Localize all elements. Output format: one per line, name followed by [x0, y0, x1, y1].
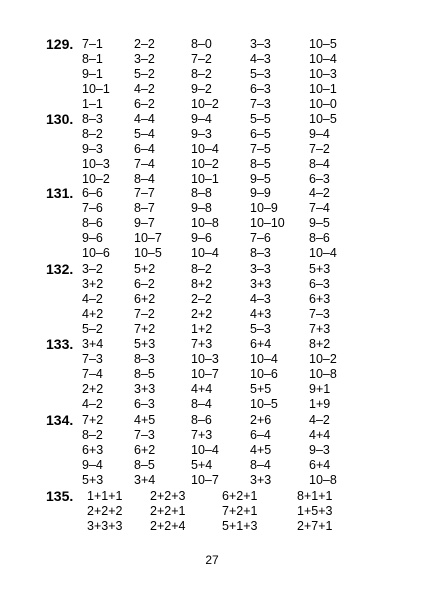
expression: 8–5	[250, 157, 271, 171]
expression: 8–6	[191, 413, 212, 427]
expression: 10–3	[309, 67, 337, 81]
expression: 8–4	[309, 157, 330, 171]
expression: 3+2	[82, 277, 104, 291]
expression: 1+2	[191, 322, 213, 336]
expression: 3+3	[134, 382, 156, 396]
expression: 3+3+3	[87, 519, 123, 533]
expression: 4+2	[82, 307, 104, 321]
expression: 8–2	[191, 262, 212, 276]
expression-column	[250, 337, 278, 412]
exercise-number: 130.	[46, 111, 74, 127]
expression: 2+2+2	[87, 504, 123, 518]
expression: 6+2	[134, 443, 156, 457]
expression: 3–3	[250, 262, 271, 276]
expression: 10–8	[309, 367, 337, 381]
expression: 6–6	[82, 186, 103, 200]
expression: 8–4	[250, 458, 271, 472]
expression: 7+2+1	[222, 504, 258, 518]
expression: 9–6	[82, 231, 103, 245]
expression: 2+2+3	[150, 489, 186, 503]
expression: 4+3	[250, 307, 272, 321]
expression: 10–2	[191, 97, 219, 111]
expression-column	[87, 489, 122, 534]
expression: 2+2+1	[150, 504, 186, 518]
expression: 8–3	[82, 112, 103, 126]
expression: 7–1	[82, 37, 103, 51]
expression: 8–0	[191, 37, 212, 51]
expression: 2+2	[82, 382, 104, 396]
expression: 8+1+1	[297, 489, 333, 503]
expression: 7–6	[250, 231, 271, 245]
expression: 8+2	[309, 337, 331, 351]
expression: 2–2	[191, 292, 212, 306]
expression: 7–3	[82, 352, 103, 366]
expression: 4–2	[309, 413, 330, 427]
expression: 1+5+3	[297, 504, 333, 518]
exercise-number: 129.	[46, 36, 74, 52]
expression: 8–4	[134, 172, 155, 186]
expression-column	[309, 186, 337, 261]
expression: 6+4	[309, 458, 331, 472]
expression: 8–3	[250, 246, 271, 260]
expression: 10–3	[191, 352, 219, 366]
expression-column	[134, 337, 155, 412]
exercise-number: 135.	[46, 488, 74, 504]
expression-column	[309, 37, 337, 112]
expression-column	[309, 413, 337, 488]
expression: 4–3	[250, 52, 271, 66]
expression: 8–2	[191, 67, 212, 81]
expression-column	[297, 489, 332, 534]
expression-column	[309, 337, 337, 412]
expression: 10–9	[250, 201, 278, 215]
expression: 4–2	[82, 397, 103, 411]
expression: 5–5	[250, 112, 271, 126]
expression: 7+3	[191, 428, 213, 442]
expression: 7–2	[309, 142, 330, 156]
expression: 5–2	[82, 322, 103, 336]
expression: 9–1	[82, 67, 103, 81]
expression: 7–3	[309, 307, 330, 321]
expression-column	[250, 262, 271, 337]
expression-column	[191, 337, 219, 412]
expression: 8–7	[134, 201, 155, 215]
expression: 4–4	[134, 112, 155, 126]
expression: 9–6	[191, 231, 212, 245]
expression-column	[191, 186, 219, 261]
expression: 9–4	[82, 458, 103, 472]
expression: 5–3	[250, 67, 271, 81]
expression: 2+6	[250, 413, 272, 427]
expression-column	[222, 489, 257, 534]
expression: 6–3	[309, 277, 330, 291]
expression: 7–4	[82, 367, 103, 381]
exercise-number: 133.	[46, 336, 74, 352]
expression: 9–3	[309, 443, 330, 457]
expression: 9+1	[309, 382, 331, 396]
expression: 10–4	[191, 142, 219, 156]
expression: 7–4	[309, 201, 330, 215]
expression: 7+3	[191, 337, 213, 351]
expression: 6+3	[309, 292, 331, 306]
expression: 9–2	[191, 82, 212, 96]
expression: 3–2	[82, 262, 103, 276]
expression: 4–2	[134, 82, 155, 96]
expression: 6+2+1	[222, 489, 258, 503]
expression-column	[82, 413, 103, 488]
expression: 8–4	[191, 397, 212, 411]
expression-column	[191, 112, 219, 187]
expression: 9–3	[82, 142, 103, 156]
expression: 10–4	[309, 246, 337, 260]
expression: 6–2	[134, 277, 155, 291]
expression: 8–2	[82, 127, 103, 141]
expression-column	[150, 489, 185, 534]
expression: 10–1	[309, 82, 337, 96]
expression: 10–1	[82, 82, 110, 96]
expression-column	[82, 262, 103, 337]
expression-column	[191, 262, 212, 337]
expression: 2–2	[134, 37, 155, 51]
expression: 8–5	[134, 367, 155, 381]
expression: 4–2	[82, 292, 103, 306]
expression: 10–5	[134, 246, 162, 260]
expression-column	[250, 112, 271, 187]
expression: 5+5	[250, 382, 272, 396]
expression: 3+4	[82, 337, 104, 351]
expression-column	[134, 186, 162, 261]
expression: 6–5	[250, 127, 271, 141]
expression-column	[82, 112, 110, 187]
expression: 10–10	[250, 216, 285, 230]
expression: 10–7	[191, 473, 219, 487]
expression: 10–3	[82, 157, 110, 171]
expression: 9–7	[134, 216, 155, 230]
expression: 4–3	[250, 292, 271, 306]
expression: 8–6	[82, 216, 103, 230]
exercise-number: 134.	[46, 412, 74, 428]
expression: 6–4	[250, 428, 271, 442]
expression: 4+4	[191, 382, 213, 396]
expression-column	[309, 112, 337, 187]
expression-column	[82, 186, 110, 261]
expression: 5–2	[134, 67, 155, 81]
expression-column	[250, 186, 285, 261]
expression: 8–1	[82, 52, 103, 66]
expression-column	[82, 337, 103, 412]
expression: 8–5	[134, 458, 155, 472]
expression: 2+2+4	[150, 519, 186, 533]
expression: 3+3	[250, 277, 272, 291]
expression: 9–5	[309, 216, 330, 230]
expression: 2+2	[191, 307, 213, 321]
expression: 7–4	[134, 157, 155, 171]
expression: 6–2	[134, 97, 155, 111]
expression: 10–7	[134, 231, 162, 245]
expression: 3+4	[134, 473, 156, 487]
expression: 7–6	[82, 201, 103, 215]
expression: 8–6	[309, 231, 330, 245]
expression: 8–3	[134, 352, 155, 366]
expression: 6+3	[82, 443, 104, 457]
expression-column	[134, 37, 155, 112]
expression: 7–7	[134, 186, 155, 200]
expression: 6+2	[134, 292, 156, 306]
expression: 5+2	[134, 262, 156, 276]
expression: 5+3	[82, 473, 104, 487]
expression: 9–4	[191, 112, 212, 126]
expression: 10–4	[250, 352, 278, 366]
expression: 6–3	[250, 82, 271, 96]
expression-column	[250, 413, 271, 488]
expression-column	[191, 37, 219, 112]
page-number: 27	[205, 553, 219, 567]
expression: 1+1+1	[87, 489, 123, 503]
expression: 10–8	[191, 216, 219, 230]
expression-column	[82, 37, 110, 112]
expression: 6+4	[250, 337, 272, 351]
expression: 7+2	[134, 322, 156, 336]
expression: 2+7+1	[297, 519, 333, 533]
expression: 6–3	[309, 172, 330, 186]
expression: 5–3	[250, 322, 271, 336]
expression: 9–4	[309, 127, 330, 141]
expression: 4–2	[309, 186, 330, 200]
expression: 6–3	[134, 397, 155, 411]
expression-column	[134, 262, 155, 337]
expression: 10–4	[191, 246, 219, 260]
expression: 10–5	[309, 112, 337, 126]
expression: 10–4	[191, 443, 219, 457]
expression: 10–2	[191, 157, 219, 171]
expression: 4+5	[250, 443, 272, 457]
expression: 8+2	[191, 277, 213, 291]
expression: 4+4	[309, 428, 331, 442]
expression: 10–6	[250, 367, 278, 381]
expression: 1+9	[309, 397, 331, 411]
expression: 7–5	[250, 142, 271, 156]
expression: 5+3	[309, 262, 331, 276]
expression: 8–2	[82, 428, 103, 442]
expression: 9–5	[250, 172, 271, 186]
expression: 4+5	[134, 413, 156, 427]
expression: 5+3	[134, 337, 156, 351]
expression: 3–2	[134, 52, 155, 66]
expression: 10–5	[250, 397, 278, 411]
expression: 10–8	[309, 473, 337, 487]
expression: 10–6	[82, 246, 110, 260]
expression: 10–2	[309, 352, 337, 366]
expression-column	[250, 37, 271, 112]
expression: 5+4	[191, 458, 213, 472]
exercise-number: 131.	[46, 185, 74, 201]
expression: 10–5	[309, 37, 337, 51]
expression-column	[134, 413, 155, 488]
expression: 7+3	[309, 322, 331, 336]
expression: 7+2	[82, 413, 104, 427]
expression: 5+1+3	[222, 519, 258, 533]
expression: 9–9	[250, 186, 271, 200]
expression: 3–3	[250, 37, 271, 51]
expression: 8–8	[191, 186, 212, 200]
expression: 7–3	[250, 97, 271, 111]
expression: 10–4	[309, 52, 337, 66]
expression: 9–8	[191, 201, 212, 215]
expression: 1–1	[82, 97, 103, 111]
expression: 10–2	[82, 172, 110, 186]
expression: 10–7	[191, 367, 219, 381]
expression: 5–4	[134, 127, 155, 141]
expression: 7–2	[191, 52, 212, 66]
expression: 10–1	[191, 172, 219, 186]
expression: 10–0	[309, 97, 337, 111]
exercise-number: 132.	[46, 261, 74, 277]
expression: 6–4	[134, 142, 155, 156]
expression: 9–3	[191, 127, 212, 141]
expression: 7–3	[134, 428, 155, 442]
expression: 7–2	[134, 307, 155, 321]
expression-column	[191, 413, 219, 488]
expression: 3+3	[250, 473, 272, 487]
expression-column	[134, 112, 155, 187]
expression-column	[309, 262, 330, 337]
